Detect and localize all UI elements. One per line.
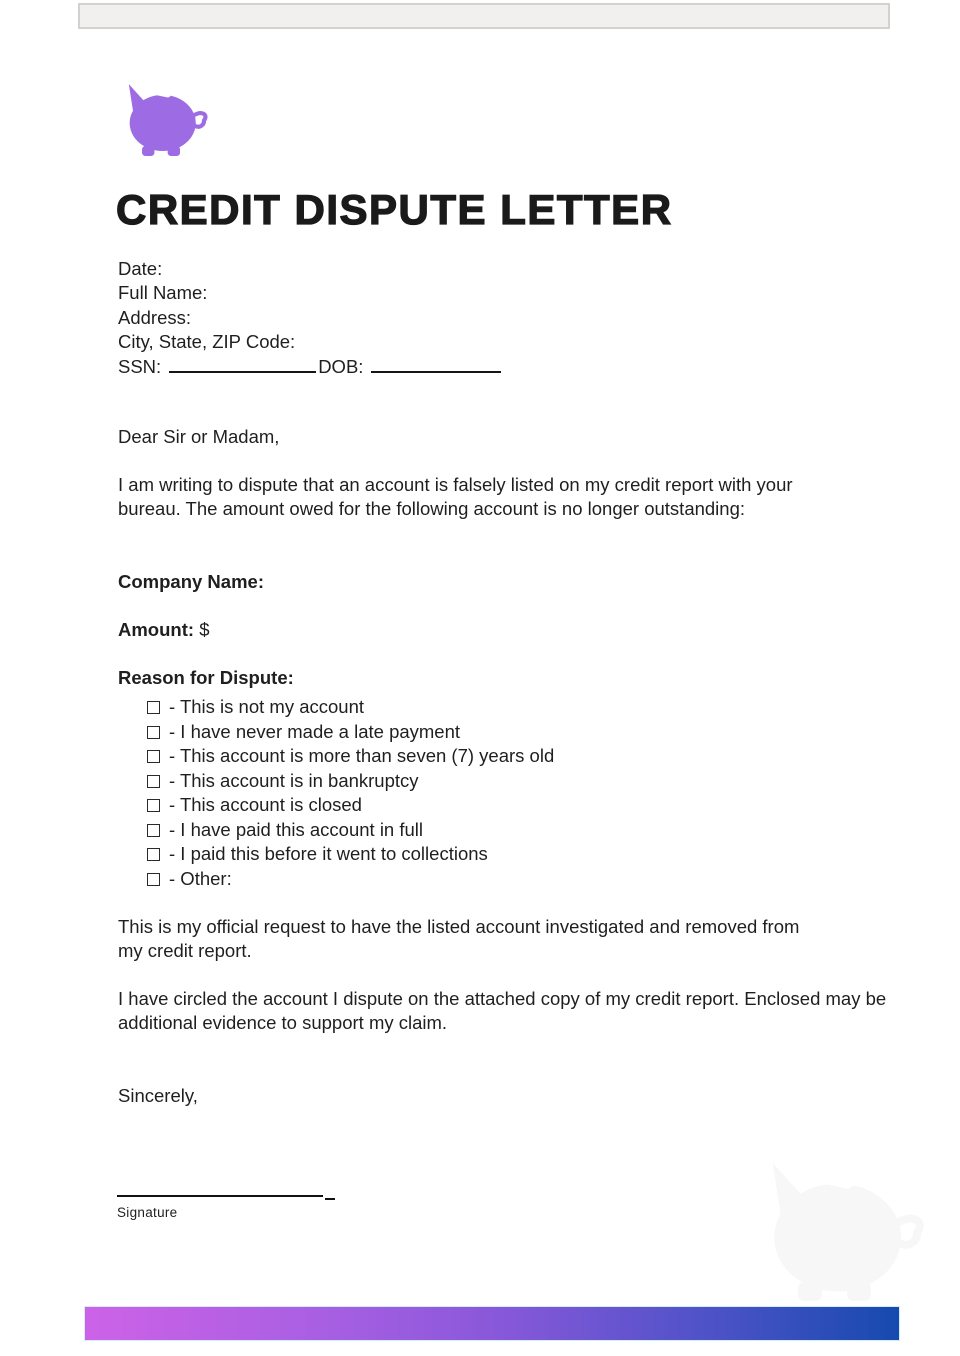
reason-for-dispute-label: Reason for Dispute: xyxy=(118,667,294,688)
reason-item xyxy=(147,867,554,892)
amount-row xyxy=(118,618,209,642)
signature-line-dash xyxy=(325,1185,335,1200)
reason-item xyxy=(147,818,554,843)
signature-line[interactable] xyxy=(117,1182,323,1197)
amount-currency: $ xyxy=(199,619,210,640)
reason-item-label: - This account is closed xyxy=(169,794,362,815)
checkbox-icon[interactable] xyxy=(147,824,160,837)
intro-paragraph: I am writing to dispute that an account is falsely listed on my credit report with your bureau. The amount owed for the following account is no longer outstanding: xyxy=(118,474,793,520)
reason-item xyxy=(147,769,554,794)
reason-item xyxy=(147,744,554,769)
checkbox-icon[interactable] xyxy=(147,726,160,739)
company-name-label: Company Name: xyxy=(118,571,264,592)
ssn-field[interactable] xyxy=(169,357,316,373)
dob-field[interactable] xyxy=(371,357,501,373)
reason-item-label: - Other: xyxy=(169,867,232,889)
reason-item-label: - I have never made a late payment xyxy=(169,720,461,742)
reason-item-label: - This account is more than seven (7) years old xyxy=(169,745,555,766)
city-state-zip-label: City, State, ZIP Code: xyxy=(118,331,296,353)
request-paragraph: This is my official request to have the listed account investigated and removed from my credit report. xyxy=(118,916,800,962)
reason-item-label: - This account is in bankruptcy xyxy=(169,769,419,791)
greeting: Dear Sir or Madam, xyxy=(118,426,280,447)
full-name-label: Full Name: xyxy=(118,282,208,304)
reason-item xyxy=(147,695,554,720)
checkbox-icon[interactable] xyxy=(147,848,160,861)
header-field-bar xyxy=(78,3,890,29)
reason-list xyxy=(147,695,554,891)
checkbox-icon[interactable] xyxy=(147,799,160,812)
checkbox-icon[interactable] xyxy=(147,873,160,886)
piggy-bank-watermark-icon xyxy=(748,1155,940,1301)
footer-gradient-bar xyxy=(85,1307,899,1340)
closing: Sincerely, xyxy=(118,1085,198,1106)
ssn-label: SSN: xyxy=(118,355,162,377)
piggy-bank-icon xyxy=(118,80,214,156)
reason-item xyxy=(147,793,554,818)
address-label: Address: xyxy=(118,306,192,328)
reason-item-label: - I paid this before it went to collections xyxy=(169,843,488,864)
page-title: CREDIT DISPUTE LETTER xyxy=(116,186,673,233)
signature-label: Signature xyxy=(117,1205,178,1220)
reason-item xyxy=(147,720,554,745)
date-label: Date: xyxy=(118,258,163,279)
checkbox-icon[interactable] xyxy=(147,775,160,788)
sender-info-block xyxy=(118,257,501,379)
amount-label: Amount: xyxy=(118,619,195,640)
reason-item-label: - This is not my account xyxy=(169,696,365,717)
checkbox-icon[interactable] xyxy=(147,750,160,763)
dob-label: DOB: xyxy=(318,355,364,377)
reason-item-label: - I have paid this account in full xyxy=(169,818,424,840)
ssn-dob-row xyxy=(118,355,501,379)
reason-item xyxy=(147,842,554,867)
checkbox-icon[interactable] xyxy=(147,701,160,714)
enclosure-paragraph: I have circled the account I dispute on the attached copy of my credit report. Enclosed may be additional evidence to support my claim. xyxy=(118,988,887,1034)
